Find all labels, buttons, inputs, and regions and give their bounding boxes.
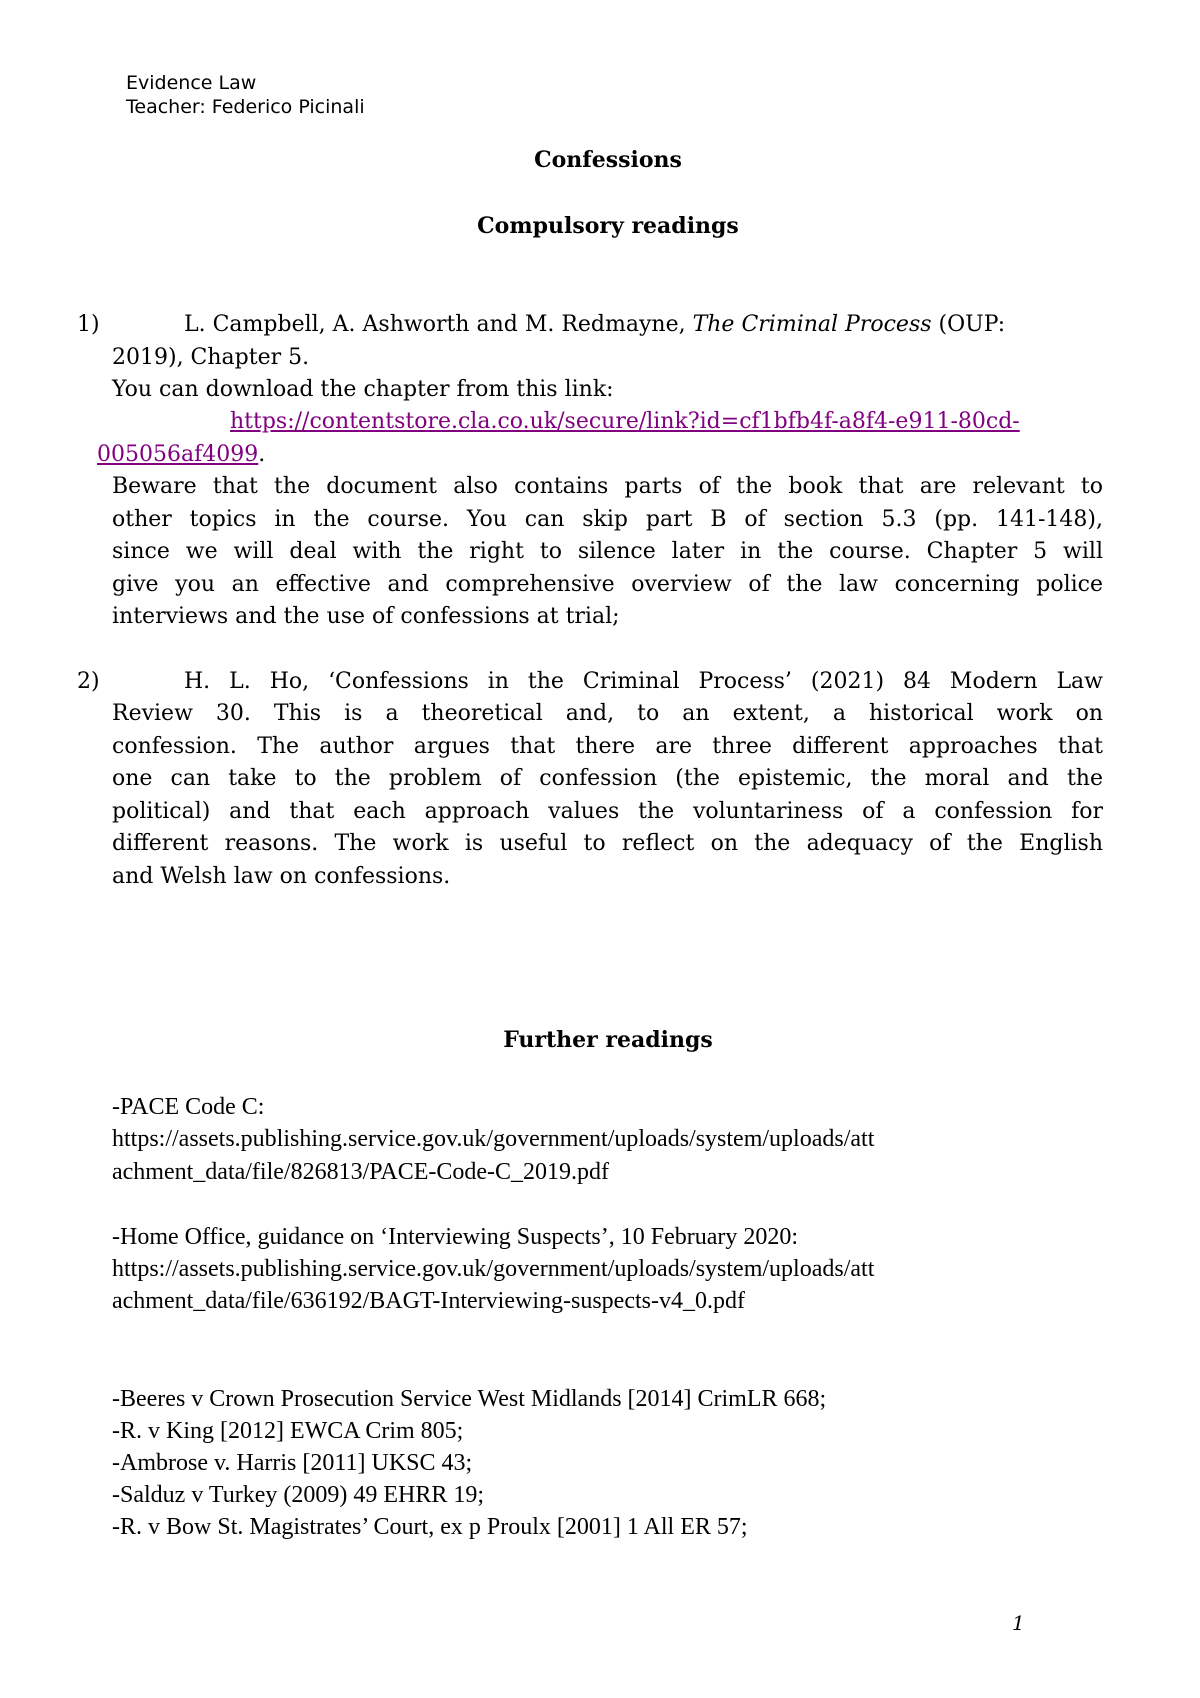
home-office-guidance-url-cont: achment_data/file/636192/BAGT-Interviewing-suspects-v4_0.pdf (112, 1288, 745, 1314)
item-1-para-line: give you an effective and comprehensive overview of the law concerning police (112, 572, 1103, 597)
teacher-name: Teacher: Federico Picinali (126, 96, 365, 118)
item-1-para-line: interviews and the use of confessions at trial; (112, 604, 620, 629)
item-1-para-line: other topics in the course. You can skip part B of section 5.3 (pp. 141-148), (112, 507, 1103, 532)
item-1-line-2: 2019), Chapter 5. (112, 345, 310, 370)
compulsory-readings-heading: Compulsory readings (477, 213, 739, 239)
item-2-line: confession. The author argues that there are three different approaches that (112, 734, 1103, 759)
case-citation: -Salduz v Turkey (2009) 49 EHRR 19; (112, 1482, 484, 1508)
item-1-citation: L. Campbell, A. Ashworth and M. Redmayne, The Criminal Process (OUP: (184, 312, 1006, 337)
case-citation: -R. v Bow St. Magistrates’ Court, ex p Proulx [2001] 1 All ER 57; (112, 1514, 748, 1540)
chapter-download-link-cont[interactable]: 005056af4099 (97, 442, 259, 467)
item-2-line: different reasons. The work is useful to reflect on the adequacy of the English (112, 831, 1103, 856)
home-office-guidance-url: https://assets.publishing.service.gov.uk/government/uploads/system/uploads/att (112, 1256, 875, 1282)
pace-code-url-cont: achment_data/file/826813/PACE-Code-C_2019.pdf (112, 1159, 610, 1185)
item-1-line-3: You can download the chapter from this link: (112, 377, 614, 402)
item-2-line: one can take to the problem of confession (the epistemic, the moral and the (112, 766, 1103, 791)
home-office-guidance-label: -Home Office, guidance on ‘Interviewing Suspects’, 10 February 2020: (112, 1224, 799, 1250)
item-1-number: 1) (77, 312, 100, 337)
item-2-line: Review 30. This is a theoretical and, to an extent, a historical work on (112, 701, 1103, 726)
pace-code-label: -PACE Code C: (112, 1094, 265, 1120)
book-title: The Criminal Process (692, 312, 932, 337)
further-readings-heading: Further readings (503, 1027, 713, 1053)
item-1-para-line: since we will deal with the right to silence later in the course. Chapter 5 will (112, 539, 1103, 564)
item-2-line: and Welsh law on confessions. (112, 864, 451, 889)
chapter-download-link[interactable]: https://contentstore.cla.co.uk/secure/link?id=cf1bfb4f-a8f4-e911-80cd- (230, 409, 1020, 434)
case-citation: -R. v King [2012] EWCA Crim 805; (112, 1418, 464, 1444)
pace-code-url: https://assets.publishing.service.gov.uk/government/uploads/system/uploads/att (112, 1126, 875, 1152)
page-title: Confessions (534, 147, 682, 173)
course-name: Evidence Law (126, 72, 257, 94)
item-2-number: 2) (77, 669, 100, 694)
document-page: Evidence Law Teacher: Federico Picinali Confessions Compulsory readings 1) L. Campbell, A. Ashworth and M. Redmayne, The Criminal Process (OUP: 2019), Chapter 5. You can download the chapter from this link: https://contentstore.cla.co.uk/secure/link?id=cf1bfb4f-a8f4-e911-80cd- 005056af4099. Beware that the document also contains parts of the book that are relevant to other topics in the course. You can skip part B of section 5.3 (pp. 141-148), since we will deal with the right to silence later in the course. Chapter 5 will give you an effective and comprehensive overview of the law concerning police interviews and the use of confessions at trial; 2) H. L. Ho, ‘Confessions in the Criminal Process’ (2021) 84 Modern Law Review 30. This is a theoretical and, to an extent, a historical work on confession. The author argues that there are three different approaches that one can take to the problem of confession (the epistemic, the moral and the political) and that each approach values the voluntariness of a confession for different reasons. The work is useful to reflect on the adequacy of the English and Welsh law on confessions. Further readings -PACE Code C: https://assets.publishing.service.gov.uk/government/uploads/system/uploads/att achment_data/file/826813/PACE-Code-C_2019.pdf -Home Office, guidance on ‘Interviewing Suspects’, 10 February 2020: https://assets.publishing.service.gov.uk/government/uploads/system/uploads/att achment_data/file/636192/BAGT-Interviewing-suspects-v4_0.pdf -Beeres v Crown Prosecution Service West Midlands [2014] CrimLR 668; -R. v King [2012] EWCA Crim 805; -Ambrose v. Harris [2011] UKSC 43; -Salduz v Turkey (2009) 49 EHRR 19; -R. v Bow St. Magistrates’ Court, ex p Proulx [2001] 1 All ER 57; 1 (0, 0, 1200, 1698)
case-citation: -Beeres v Crown Prosecution Service West Midlands [2014] CrimLR 668; (112, 1386, 827, 1412)
case-citation: -Ambrose v. Harris [2011] UKSC 43; (112, 1450, 473, 1476)
item-1-para-line: Beware that the document also contains parts of the book that are relevant to (112, 474, 1103, 499)
page-number: 1 (1012, 1611, 1025, 1635)
item-2-line: political) and that each approach values the voluntariness of a confession for (112, 799, 1103, 824)
item-2-line: H. L. Ho, ‘Confessions in the Criminal Process’ (2021) 84 Modern Law (184, 669, 1103, 694)
